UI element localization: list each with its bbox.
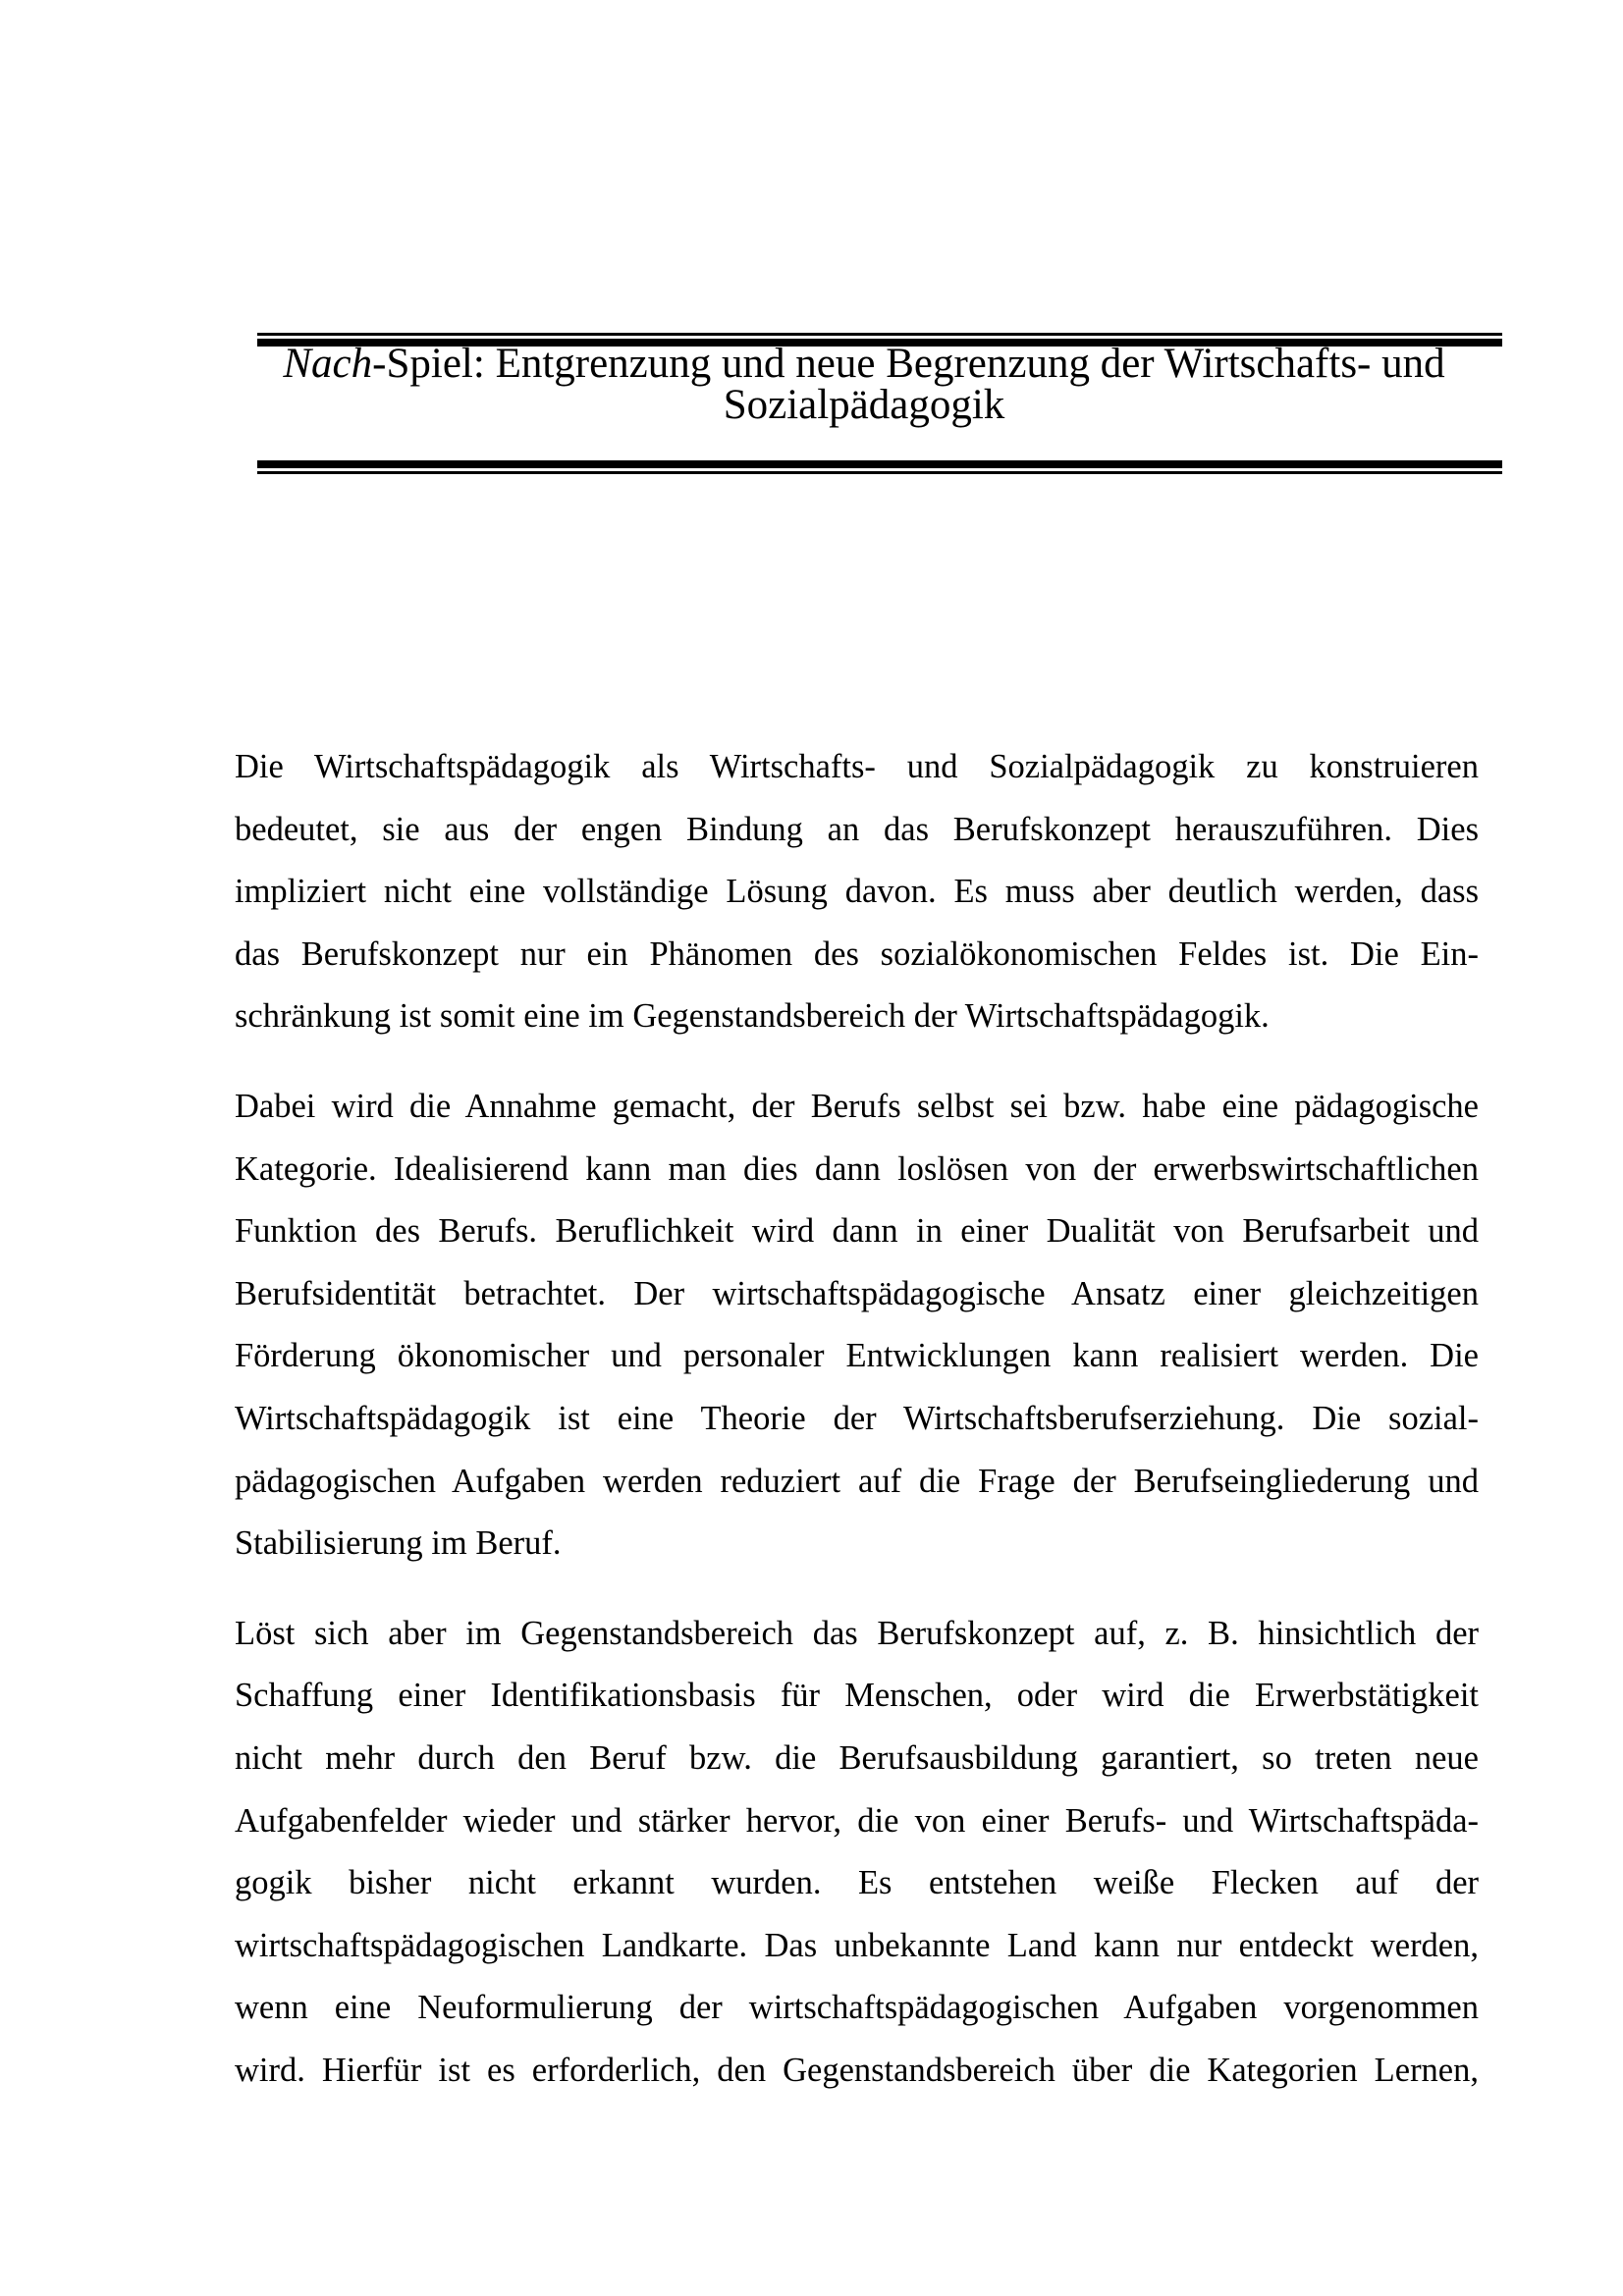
text-line: Berufsidentität betrachtet. Der wirtschaftspädagogische Ansatz einer gleichzeitigen bbox=[235, 1274, 1479, 1312]
paragraph-2 bbox=[235, 1076, 1479, 1575]
text-line: bedeutet, sie aus der engen Bindung an das Berufskonzept herauszuführen. Dies bbox=[235, 810, 1479, 848]
text-line: das Berufskonzept nur ein Phänomen des sozialökonomischen Feldes ist. Die Ein- bbox=[235, 934, 1479, 973]
chapter-title-line-1 bbox=[226, 341, 1502, 387]
text-line: wirtschaftspädagogischen Landkarte. Das unbekannte Land kann nur entdeckt werden, bbox=[235, 1926, 1479, 1964]
text-line: schränkung ist somit eine im Gegenstandsbereich der Wirtschaftspädagogik. bbox=[235, 997, 1270, 1036]
text-line: Funktion des Berufs. Beruflichkeit wird dann in einer Dualität von Berufsarbeit und bbox=[235, 1212, 1479, 1251]
text-line: Löst sich aber im Gegenstandsbereich das Berufskonzept auf, z. B. hinsichtlich der bbox=[235, 1614, 1479, 1652]
text-line: gogik bisher nicht erkannt wurden. Es entstehen weiße Flecken auf der bbox=[235, 1864, 1479, 1902]
text-line: wenn eine Neuformulierung der wirtschaftspädagogischen Aufgaben vorgenommen bbox=[235, 1989, 1479, 2027]
text-line: Wirtschaftspädagogik ist eine Theorie der Wirtschaftsberufserziehung. Die sozial- bbox=[235, 1399, 1479, 1437]
body-text bbox=[235, 736, 1479, 2129]
text-line: nicht mehr durch den Beruf bzw. die Berufsausbildung garantiert, so treten neue bbox=[235, 1738, 1479, 1777]
paragraph-1 bbox=[235, 736, 1479, 1048]
text-line: Kategorie. Idealisierend kann man dies dann loslösen von der erwerbswirtschaftlichen bbox=[235, 1149, 1479, 1188]
chapter-title-line-1-rest: -Spiel: Entgrenzung und neue Begrenzung der Wirtschafts- und bbox=[372, 341, 1445, 387]
chapter-title-italic: Nach bbox=[283, 341, 373, 387]
chapter-title-line-2: Sozialpädagogik bbox=[723, 382, 1005, 428]
paragraph-3 bbox=[235, 1603, 1479, 2103]
title-rule-bottom bbox=[257, 460, 1502, 474]
text-line: impliziert nicht eine vollständige Lösung davon. Es muss aber deutlich werden, dass bbox=[235, 873, 1479, 911]
text-line: pädagogischen Aufgaben werden reduziert auf die Frage der Berufseingliederung und bbox=[235, 1462, 1479, 1500]
text-line: Dabei wird die Annahme gemacht, der Berufs selbst sei bzw. habe eine pädagogische bbox=[235, 1087, 1479, 1125]
text-line: Schaffung einer Identifikationsbasis für Menschen, oder wird die Erwerbstätigkeit bbox=[235, 1677, 1479, 1715]
text-line: Stabilisierung im Beruf. bbox=[235, 1524, 562, 1563]
text-line: Förderung ökonomischer und personaler Entwicklungen kann realisiert werden. Die bbox=[235, 1337, 1479, 1375]
chapter-title bbox=[226, 341, 1502, 428]
text-line: wird. Hierfür ist es erforderlich, den Gegenstandsbereich über die Kategorien Lernen, bbox=[235, 2051, 1479, 2089]
text-line: Die Wirtschaftspädagogik als Wirtschafts- und Sozialpädagogik zu konstruieren bbox=[235, 748, 1479, 785]
text-line: Aufgabenfelder wieder und stärker hervor, die von einer Berufs- und Wirtschaftspäda- bbox=[235, 1801, 1479, 1840]
